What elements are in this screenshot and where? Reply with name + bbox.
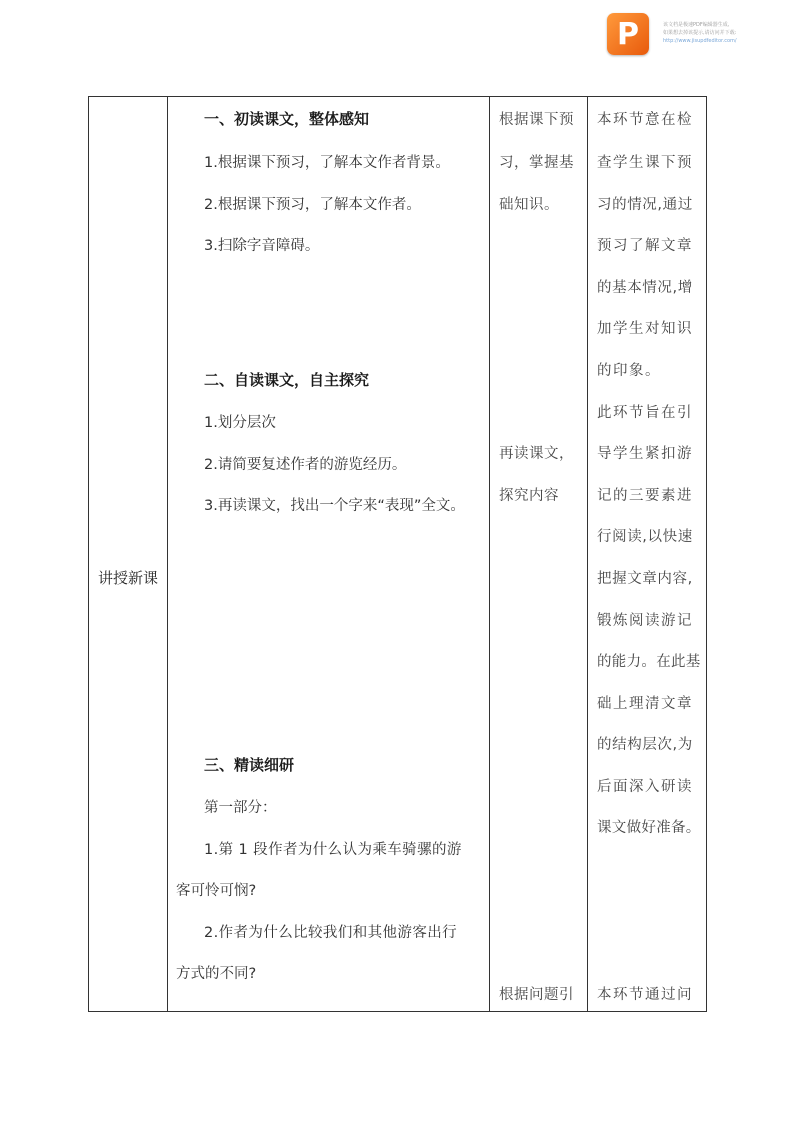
section-1-item-2: 2.根据课下预习，了解本文作者。 [204,197,421,213]
section-2-title: 二、自读课文，自主探究 [204,371,370,389]
intent-text: 记的三要素进 [597,488,693,504]
watermark-link[interactable]: http://www.jisupdfeditor.com/ [663,38,737,44]
activity-text: 再读课文， [499,446,574,462]
lesson-plan-table [88,96,707,1012]
section-1-item-1: 1.根据课下预习，了解本文作者背景。 [204,155,450,171]
intent-text: 加学生对知识 [597,321,693,337]
intent-text: 础上理清文章 [597,696,693,712]
section-2-item-1: 1.划分层次 [204,415,276,431]
intent-text: 习的情况,通过 [597,197,693,213]
intent-text: 行阅读,以快速 [597,529,693,545]
logo-letter: P [617,17,639,52]
stage-cell [89,97,167,1011]
section-3-part: 第一部分： [204,800,277,816]
activity-text: 根据问题引 [499,987,574,1003]
section-1-title: 一、初读课文，整体感知 [204,110,370,128]
intent-text: 导学生紧扣游 [597,446,693,462]
watermark-line-1: 该文档是极速PDF编辑器生成, [663,22,730,28]
intent-text: 后面深入研读 [597,779,693,795]
watermark-text [663,21,788,45]
activity-text: 探究内容 [499,488,559,504]
intent-text: 课文做好准备。 [597,820,701,836]
activity-text: 习，掌握基 [499,155,574,171]
intent-text: 的结构层次,为 [597,737,693,753]
intent-text: 预习了解文章 [597,238,693,254]
section-1-item-3: 3.扫除字音障碍。 [204,238,320,254]
intent-text: 的印象。 [597,363,661,379]
intent-text: 的能力。在此基 [597,654,701,670]
intent-text: 把握文章内容, [597,571,693,587]
pdf-editor-watermark [607,13,787,59]
stage-label: 讲授新课 [97,569,158,587]
watermark-line-2: 如果想去掉该提示,请访问并下载: [663,30,737,36]
intent-text: 锻炼阅读游记 [597,613,693,629]
activity-text: 根据课下预 [499,112,574,128]
activity-text: 础知识。 [499,197,559,213]
intent-text: 本环节意在检 [597,112,693,128]
intent-text: 本环节通过问 [597,987,693,1003]
intent-text: 的基本情况,增 [597,280,693,296]
section-2-item-3: 3.再读课文，找出一个字来“表现”全文。 [204,498,465,514]
section-3-question-1-cont: 客可怜可悯? [176,883,257,899]
design-intent-cell [588,97,706,1011]
section-3-title: 三、精读细研 [204,756,295,774]
teaching-content-cell [168,97,489,1011]
section-3-question-2-cont: 方式的不同? [176,966,257,982]
section-3-question-1: 1.第 1 段作者为什么认为乘车骑骡的游 [204,842,462,858]
pdf-editor-logo-icon [607,13,649,55]
intent-text: 此环节旨在引 [597,405,693,421]
section-2-item-2: 2.请简要复述作者的游览经历。 [204,457,407,473]
section-3-question-2: 2.作者为什么比较我们和其他游客出行 [204,925,458,941]
intent-text: 查学生课下预 [597,155,693,171]
student-activity-cell [490,97,587,1011]
